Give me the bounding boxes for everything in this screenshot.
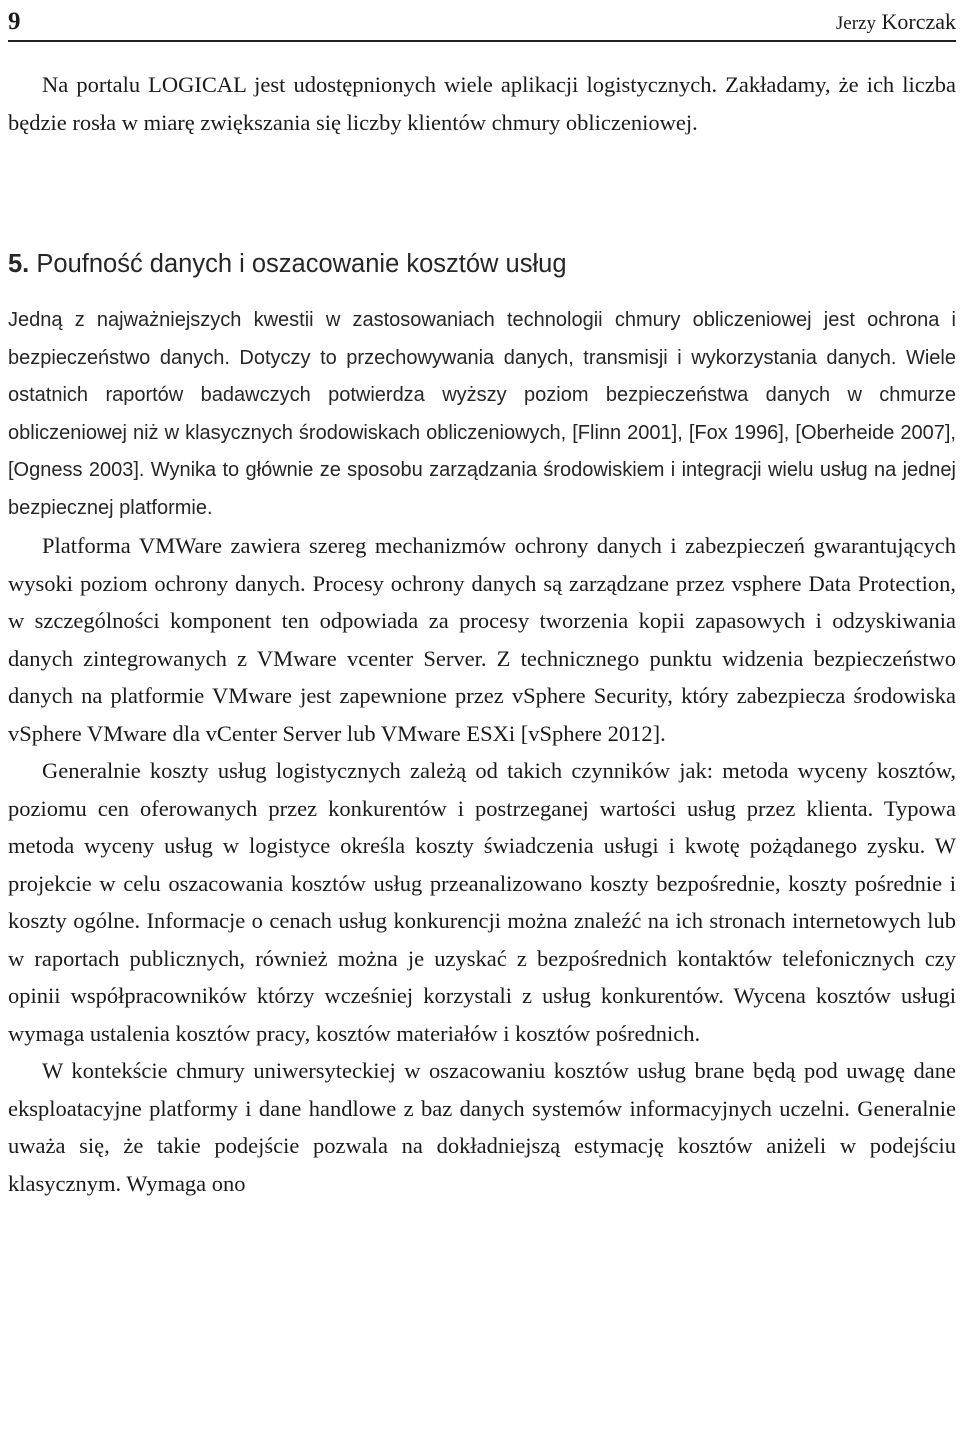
section-number: 5.	[8, 250, 30, 278]
paragraph-logistics-costs: Generalnie koszty usług logistycznych zależą od takich czynników jak: metoda wyceny kosztów, poziomu cen oferowanych przez konkurentów i postrzeganej wartości usług przez klienta. Typowa metoda wyceny usług w logistyce określa koszty świadczenia usługi i kwotę pożądanego zysku. W projekcie w celu oszacowania kosztów usług przeanalizowano koszty bezpośrednie, koszty pośrednie i koszty ogólne. Informacje o cenach usług konkurencji można znaleźć na ich stronach internetowych lub w raportach publicznych, również można je uzyskać z bezpośrednich kontaktów telefonicznych czy opinii współpracowników którzy wcześniej korzystali z usług konkurentów. Wycena kosztów usługi wymaga ustalenia kosztów pracy, kosztów materiałów i kosztów pośrednich.	[8, 758, 956, 1046]
paragraph-data-security: Jedną z najważniejszych kwestii w zastosowaniach technologii chmury obliczeniowej jest ochrona i bezpieczeństwo danych. Dotyczy to przechowywania danych, transmisji i wykorzystania danych. Wiele ostatnich raportów badawczych potwierdza wyższy poziom bezpieczeństwa danych w chmurze obliczeniowej niż w klasycznych środowiskach obliczeniowych, [Flinn 2001], [Fox 1996], [Oberheide 2007], [Ogness 2003]. Wynika to głównie ze sposobu zarządzania środowiskiem i integracji wielu usług na jednej bezpiecznej platformie.	[8, 309, 956, 519]
author-last-name: Korczak	[881, 9, 956, 34]
author-first-name: Jerzy	[835, 13, 876, 34]
intro-paragraph: Na portalu LOGICAL jest udostępnionych wiele aplikacji logistycznych. Zakładamy, że ich liczba będzie rosła w miarę zwiększania się liczby klientów chmury obliczeniowej.	[8, 72, 956, 135]
author-name	[836, 6, 956, 40]
body-text	[8, 66, 956, 1202]
section-heading	[8, 246, 956, 282]
running-header	[8, 6, 956, 42]
page-number: 9	[8, 8, 21, 35]
paragraph-university-cloud: W kontekście chmury uniwersyteckiej w oszacowaniu kosztów usług brane będą pod uwagę dane eksploatacyjne platformy i dane handlowe z baz danych systemów informacyjnych uczelni. Generalnie uważa się, że takie podejście pozwala na dokładniejszą estymację kosztów aniżeli w podejściu klasycznym. Wymaga ono	[8, 1058, 956, 1196]
document-page	[8, 0, 956, 1435]
paragraph-vmware-platform: Platforma VMWare zawiera szereg mechanizmów ochrony danych i zabezpieczeń gwarantujących wysoki poziom ochrony danych. Procesy ochrony danych są zarządzane przez vsphere Data Protection, w szczególności komponent ten odpowiada za procesy tworzenia kopii zapasowych i odzyskiwania danych zintegrowanych z VMware vcenter Server. Z technicznego punktu widzenia bezpieczeństwo danych na platformie VMware jest zapewnione przez vSphere Security, który zabezpiecza środowiska vSphere VMware dla vCenter Server lub VMware ESXi [vSphere 2012].	[8, 533, 956, 746]
section-title: Poufność danych i oszacowanie kosztów usług	[36, 250, 567, 278]
